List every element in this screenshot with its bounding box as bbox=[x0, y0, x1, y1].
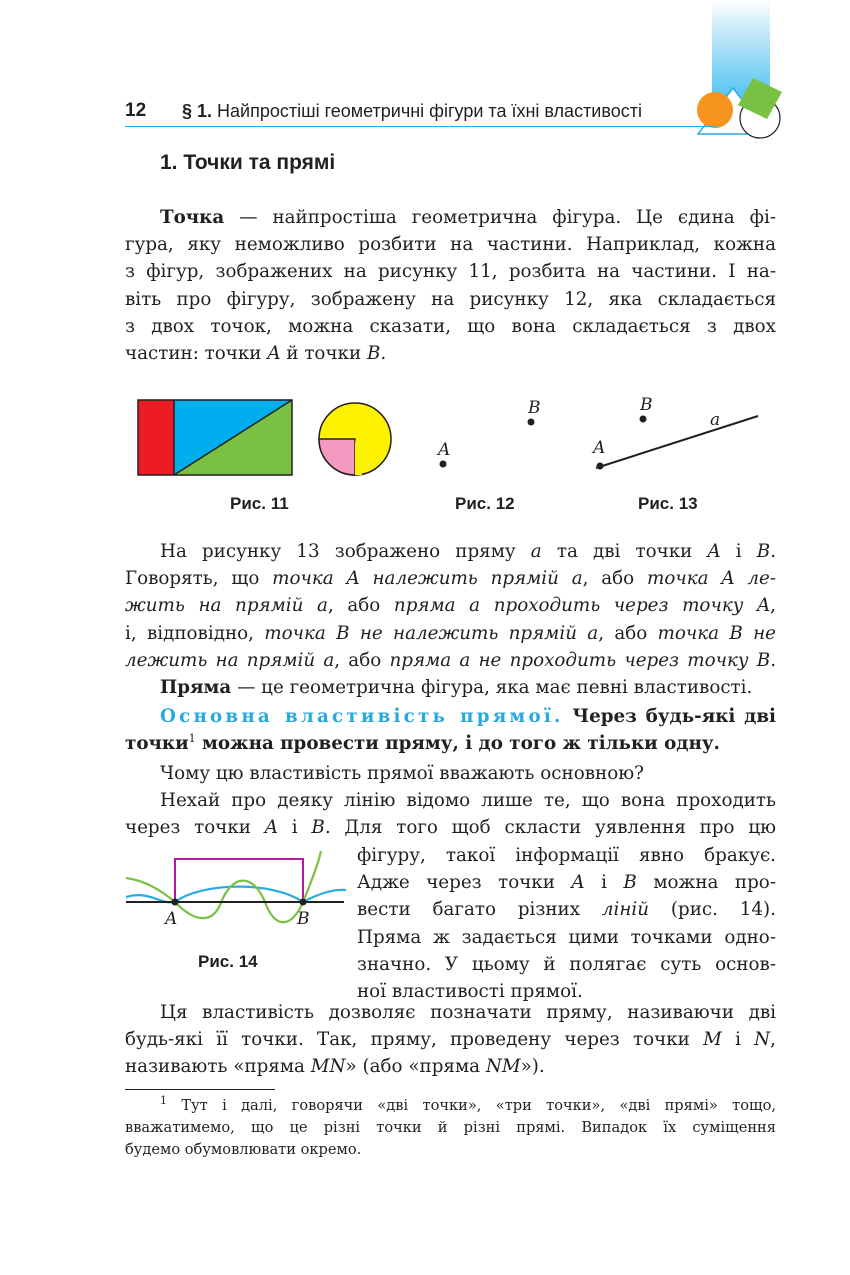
text-line: гура, яку неможливо розбити на частини. Наприклад, кожна bbox=[125, 234, 776, 256]
caption-fig-13: Рис. 13 bbox=[638, 494, 698, 513]
label-point-b: B bbox=[640, 395, 653, 415]
blue-curve bbox=[126, 887, 346, 903]
text-line: ної властивості прямої. bbox=[357, 981, 583, 1003]
footnote-line: вважатимемо, що це різні точки й різні прямі. Випадок їх суміщення bbox=[125, 1119, 776, 1136]
text-line: Ця властивість дозволяє позначати пряму, називаючи дві bbox=[160, 1002, 776, 1023]
text-line: значно. У цьому й полягає суть основ- bbox=[357, 953, 776, 975]
point-b bbox=[300, 899, 307, 906]
point-a bbox=[597, 463, 604, 470]
label-point-a: A bbox=[165, 909, 178, 929]
label-point-b: B bbox=[528, 398, 541, 418]
text-line: Основна властивість прямої. Через будь-які дві bbox=[160, 706, 776, 727]
footnote bbox=[125, 1095, 776, 1161]
point-a bbox=[172, 899, 179, 906]
footnote-rule bbox=[125, 1089, 275, 1090]
text-line: через точки A і B. Для того щоб скласти уявлення про цю bbox=[125, 817, 776, 839]
figure-13 bbox=[580, 395, 770, 475]
label-point-a: A bbox=[438, 440, 451, 460]
label-point-a: A bbox=[593, 438, 606, 458]
text-line: лежить на прямій a, або пряма a не проходить через точку B. bbox=[125, 649, 776, 671]
text-line: частин: точки A й точки B. bbox=[125, 343, 387, 365]
footnote-mark: 1 bbox=[160, 1094, 167, 1108]
text-line: жить на прямій a, або пряма a проходить через точку A, bbox=[125, 595, 776, 617]
text-line: вести багато різних ліній (рис. 14). bbox=[357, 899, 776, 921]
text-line: віть про фігуру, зображену на рисунку 12, яка складається bbox=[125, 288, 776, 310]
pink-sector bbox=[319, 439, 355, 475]
point-b bbox=[528, 419, 535, 426]
caption-fig-14: Рис. 14 bbox=[198, 952, 258, 971]
text-line: Пряма ж задається цими точками одно- bbox=[357, 926, 776, 948]
caption-fig-11: Рис. 11 bbox=[230, 494, 289, 513]
text-line: з фігур, зображених на рисунку 11, розбита на частини. І на- bbox=[125, 261, 776, 283]
term-line: Пряма bbox=[160, 677, 232, 699]
text-line: фігуру, такої інформації явно бракує. bbox=[357, 845, 776, 866]
naming-paragraph bbox=[125, 999, 776, 1081]
text-line: Нехай про деяку лінію відомо лише те, що вона проходить bbox=[160, 790, 776, 812]
section-title: 1. Точки та прямі bbox=[160, 151, 336, 174]
line-a bbox=[596, 416, 758, 468]
question-line: Чому цю властивість прямої вважають основною? bbox=[160, 763, 644, 784]
page-number: 12 bbox=[125, 100, 147, 121]
footnote-line: будемо обумовлювати окремо. bbox=[125, 1141, 362, 1158]
text-line: з двох точок, можна сказати, що вона складається з двох bbox=[125, 315, 776, 337]
text-line: будь-які її точки. Так, пряму, проведену через точки M і N, bbox=[125, 1029, 776, 1051]
p14-wrapped-text bbox=[357, 842, 776, 1005]
basic-property bbox=[125, 703, 776, 757]
red-rectangle bbox=[138, 400, 174, 475]
text-line: точки$^1$ можна провести пряму, і до того ж тільки одну. bbox=[125, 732, 720, 755]
text-line: Точка — найпростіша геометрична фігура. Це єдина фі- bbox=[160, 207, 776, 228]
footnote-ref: 1 bbox=[188, 732, 196, 746]
caption-fig-12: Рис. 12 bbox=[455, 494, 515, 513]
orange-circle-shape bbox=[697, 92, 733, 128]
point-a bbox=[440, 461, 447, 468]
text-line: Говорять, що точка A належить прямій a, або точка A ле- bbox=[125, 568, 776, 590]
text-line: На рисунку 13 зображено пряму a та дві точки A і B. bbox=[160, 541, 776, 562]
chapter-title: Найпростіші геометричні фігури та їхні властивості bbox=[217, 101, 642, 121]
running-header bbox=[182, 101, 642, 122]
header-shapes-icon bbox=[690, 70, 790, 150]
label-line-a: a bbox=[710, 410, 721, 430]
line-definition: Пряма — це геометрична фігура, яка має певні властивості. bbox=[160, 677, 753, 699]
text-line: Адже через точки A і B можна про- bbox=[357, 872, 776, 894]
text-line: називають «пряма MN» (або «пряма NM»). bbox=[125, 1056, 545, 1078]
property-name: Основна властивість прямої. bbox=[160, 706, 564, 727]
footnote-line: $^1$ Тут і далі, говорячи «дві точки», «три точки», «дві прямі» тощо, bbox=[160, 1094, 776, 1114]
figure-13-paragraph bbox=[125, 538, 776, 701]
label-point-b: B bbox=[297, 909, 310, 929]
point-b bbox=[640, 416, 647, 423]
term-point: Точка bbox=[160, 207, 225, 228]
figure-14 bbox=[120, 845, 350, 935]
paragraph-mark: § 1. bbox=[182, 101, 213, 121]
text-line: і, відповідно, точка B не належить прямій a, або точка B не bbox=[125, 622, 776, 644]
figure-11 bbox=[130, 395, 400, 480]
question-and-p14 bbox=[125, 760, 776, 842]
header-rule bbox=[125, 126, 715, 127]
intro-paragraph bbox=[125, 204, 776, 367]
